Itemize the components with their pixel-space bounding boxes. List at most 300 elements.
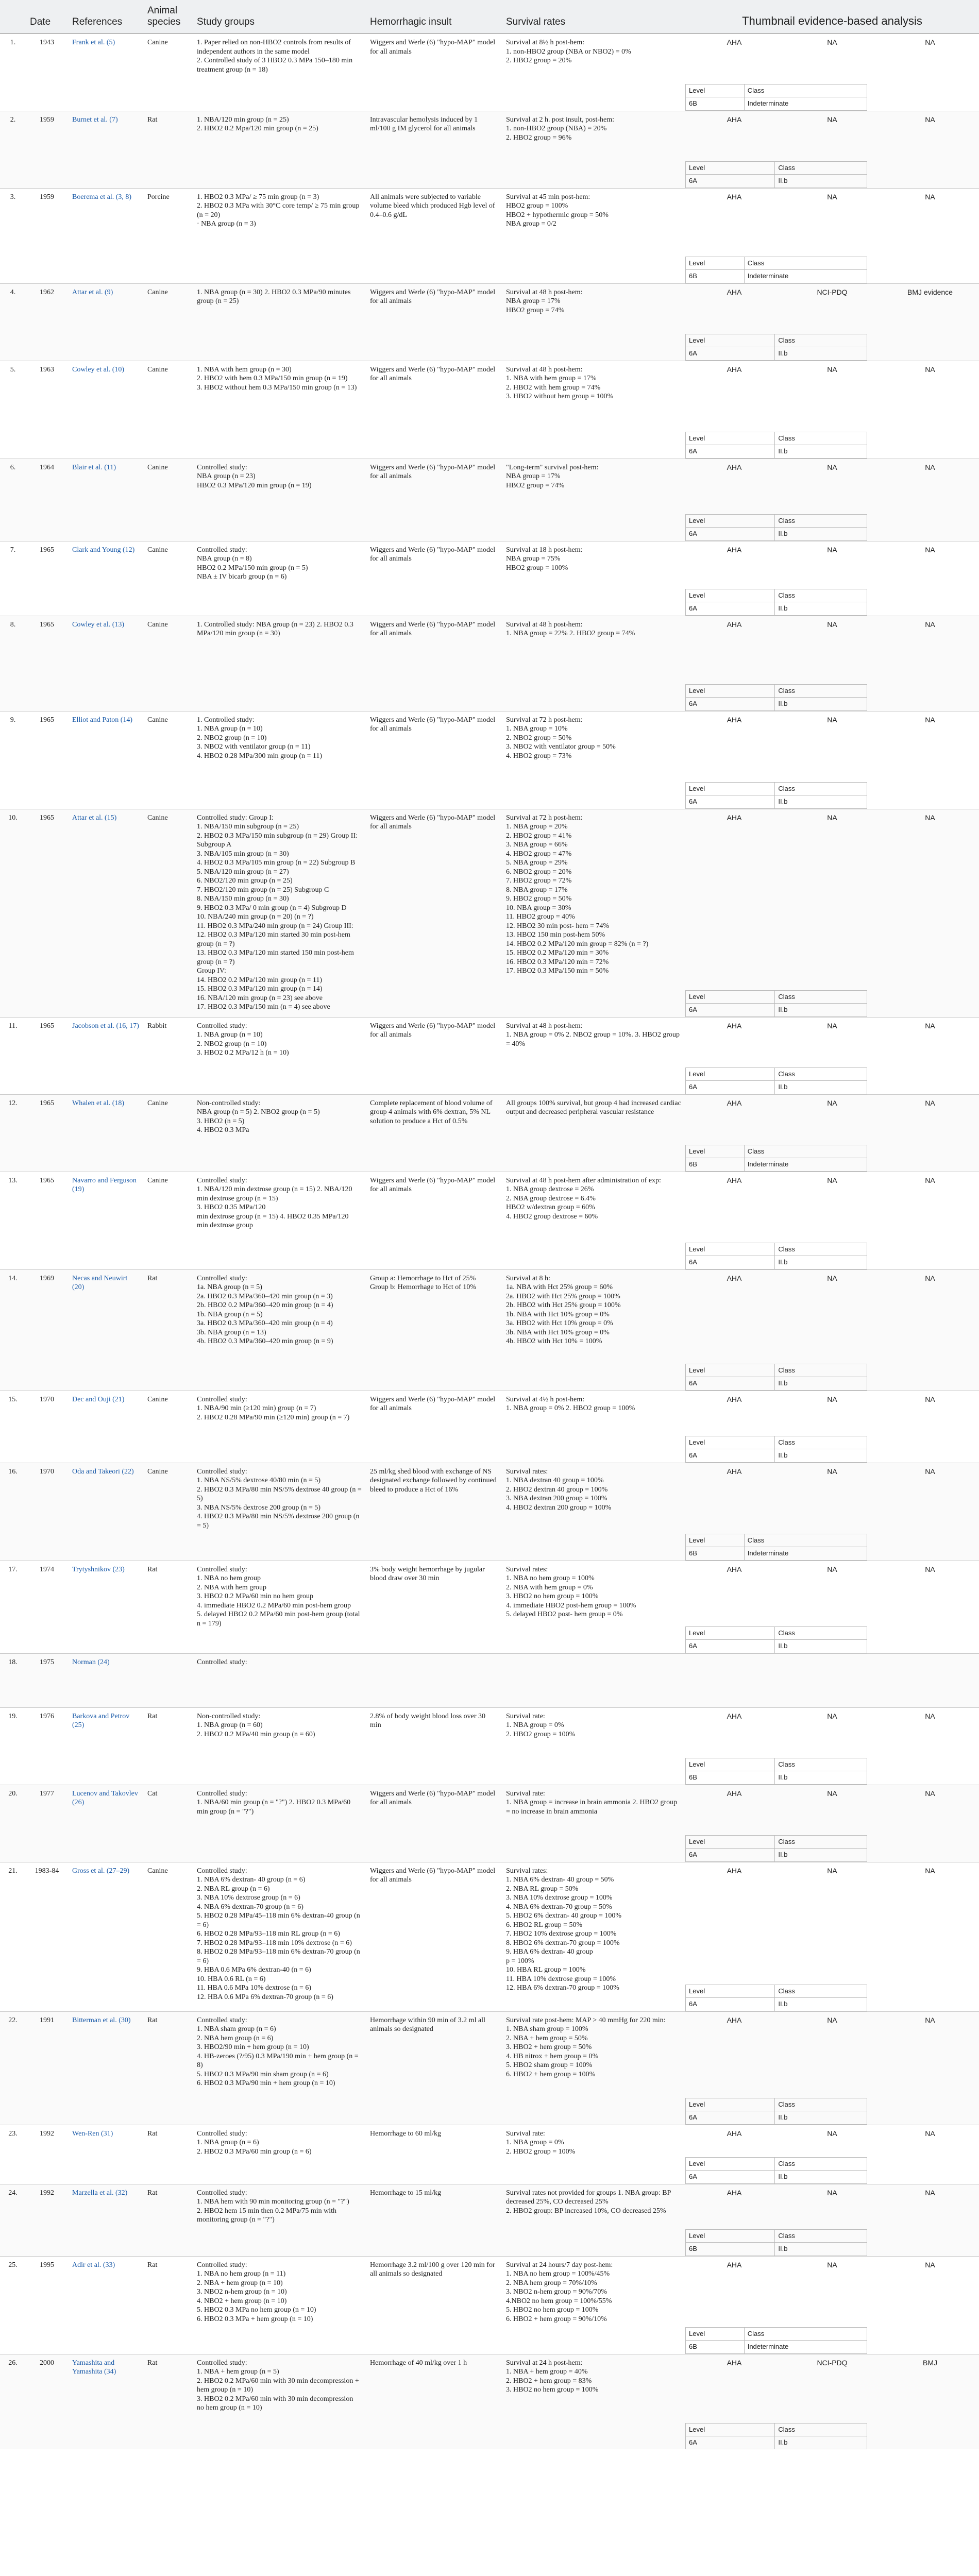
aha-grid-row — [686, 2341, 867, 2353]
aha-level-label: Level — [686, 783, 775, 795]
study-groups — [193, 459, 366, 541]
row-number: 2. — [0, 111, 26, 188]
survival-rates-line: Survival at 48 h post-hem: — [506, 1022, 583, 1030]
aha-grid-row — [686, 1985, 867, 1998]
nci-pdq-value: NA — [827, 1395, 837, 1403]
aha-grid-row — [686, 1364, 867, 1377]
study-groups-line: 4. immediate HBO2 0.2 MPa/60 min post-hem group — [197, 1601, 351, 1609]
study-groups — [193, 2354, 366, 2449]
aha-level-value: 6A — [686, 1256, 775, 1269]
row-species: Rat — [143, 2184, 193, 2256]
study-groups-line: 3. NBA 10% dextrose group (n = 6) — [197, 1894, 300, 1902]
survival-rates — [502, 459, 685, 541]
survival-rates-line: 2b. HBO2 with Hct 25% group = 100% — [506, 1301, 621, 1309]
aha-level-label: Level — [686, 257, 745, 270]
row-species: Cat — [143, 1785, 193, 1862]
aha-class-label: Class — [775, 2098, 867, 2111]
hemorrhagic-insult — [366, 2011, 502, 2125]
row-reference: Oda and Takeori (22) — [68, 1463, 143, 1561]
row-reference: Attar et al. (15) — [68, 809, 143, 1017]
aha-grid-row — [686, 783, 867, 795]
aha-grid-row — [686, 991, 867, 1004]
aha-level-label: Level — [686, 589, 775, 602]
row-species: Canine — [143, 809, 193, 1017]
study-groups-line: 3a. HBO2 0.3 MPa/360–420 min group (n = 4) — [197, 1319, 333, 1327]
hemorrhagic-insult — [366, 1785, 502, 1862]
aha-grid-row — [686, 1243, 867, 1256]
aha-class-label: Class — [775, 1836, 867, 1849]
aha-grid-row — [686, 97, 867, 110]
row-species — [143, 1653, 193, 1707]
survival-rates-line: 1. NBA group = 22% 2. HBO2 group = 74% — [506, 630, 635, 637]
evidence-header — [685, 2257, 979, 2274]
aha-grid — [685, 514, 867, 541]
survival-rates-line: 11. HBO2 group = 40% — [506, 913, 575, 921]
aha-label: AHA — [727, 1098, 742, 1107]
aha-grid-row — [686, 2230, 867, 2243]
row-number: 7. — [0, 541, 26, 616]
aha-level-value: 6A — [686, 445, 775, 458]
aha-level-label: Level — [686, 1068, 775, 1081]
survival-rates — [502, 1391, 685, 1463]
evidence-header — [685, 1095, 979, 1112]
study-groups-line: 1. HBO2 0.3 MPa/ ≥ 75 min group (n = 3) — [197, 193, 319, 201]
study-groups-line: 3b. NBA group (n = 13) — [197, 1328, 266, 1336]
hemorrhagic-insult — [366, 2184, 502, 2256]
survival-rates-line: 1. NBA group = increase in brain ammonia 2. HBO2 group = no increase in brain ammonia — [506, 1799, 678, 1816]
survival-rates-line: 2. HBO2 group = 20% — [506, 57, 572, 64]
aha-grid — [685, 1436, 867, 1463]
survival-rates-line: 5. HBO2 no hem group = 100% — [506, 2306, 599, 2314]
row-date: 1995 — [26, 2256, 68, 2354]
survival-rates-line: Survival at 72 h post-hem: — [506, 716, 583, 724]
aha-level-label: Level — [686, 2328, 745, 2341]
study-groups-line: Controlled study: — [197, 1274, 247, 1282]
nci-pdq-value: NA — [827, 1711, 837, 1720]
aha-class-value: II.b — [775, 1998, 867, 2011]
hemorrhagic-insult — [366, 1463, 502, 1561]
bmj-evidence-value: NA — [925, 2260, 935, 2269]
study-groups — [193, 1269, 366, 1391]
study-groups-line: 6. HBO2 0.3 MPa + hem group (n = 10) — [197, 2315, 313, 2323]
survival-rates-line: 2. HBO2 dextran 40 group = 100% — [506, 1485, 608, 1494]
aha-level-label: Level — [686, 2098, 775, 2111]
aha-level-value: 6B — [686, 270, 745, 283]
survival-rates — [502, 711, 685, 809]
study-groups-line: 4. NBA 6% dextran-70 group (n = 6) — [197, 1903, 303, 1911]
row-number: 8. — [0, 616, 26, 711]
survival-rates-line: 2. HBO2 group = 96% — [506, 133, 572, 142]
aha-grid-wrap — [685, 1145, 979, 1172]
evidence-analysis — [685, 33, 979, 111]
aha-level-label: Level — [686, 162, 775, 175]
study-groups-line: 1. NBA group (n = 6) — [197, 2139, 259, 2146]
row-number: 9. — [0, 711, 26, 809]
evidence-header — [685, 459, 979, 477]
aha-class-value: II.b — [775, 1004, 867, 1016]
evidence-header — [685, 1018, 979, 1035]
row-species: Rat — [143, 1707, 193, 1785]
evidence-analysis — [685, 1269, 979, 1391]
study-groups-line: 5. HBO2 0.3 MPa no hem group (n = 10) — [197, 2306, 316, 2314]
aha-class-label: Class — [775, 783, 867, 795]
survival-rates — [502, 2125, 685, 2184]
survival-rates-line: 1. NBA dextran 40 group = 100% — [506, 1477, 604, 1484]
row-date: 1970 — [26, 1463, 68, 1561]
hemorrhagic-insult-line: Wiggers and Werle (6) "hypo-MAP" model for all animals — [370, 546, 496, 563]
aha-label: AHA — [727, 1789, 742, 1798]
hemorrhagic-insult — [366, 1269, 502, 1391]
aha-label: AHA — [727, 1467, 742, 1476]
study-groups-line: 2. NBO2 group (n = 10) — [197, 734, 267, 742]
study-groups-line: 3. NBA NS/5% dextrose 200 group (n = 5) — [197, 1503, 321, 1512]
survival-rates-line: 4. HB nitrox + hem group = 0% — [506, 2052, 599, 2060]
nci-pdq-value: NA — [827, 2188, 837, 2197]
bmj-evidence-value: NA — [925, 1098, 935, 1107]
evidence-header — [685, 284, 979, 301]
aha-grid-wrap — [685, 1436, 979, 1463]
aha-grid-row — [686, 445, 867, 458]
nci-pdq-value: NA — [827, 192, 837, 201]
study-groups-line: 4b. HBO2 0.3 MPa/360–420 min group (n = 9) — [197, 1337, 333, 1345]
study-groups — [193, 1653, 366, 1707]
aha-grid-row — [686, 2111, 867, 2124]
aha-grid — [685, 1758, 867, 1785]
row-number: 13. — [0, 1172, 26, 1269]
aha-grid-row — [686, 1145, 867, 1158]
header-survival: Survival rates — [502, 0, 685, 33]
table-row — [0, 2256, 979, 2354]
survival-rates-line: 1. NBA no hem group = 100%/45% — [506, 2270, 610, 2278]
study-groups-line: 2. NBA hem group (n = 6) — [197, 2034, 274, 2042]
survival-rates-line: 12. HBA 6% dextran-70 group = 100% — [506, 1984, 619, 1992]
survival-rates-line: 4b. HBO2 with Hct 10% = 100% — [506, 1337, 602, 1345]
row-number: 21. — [0, 1862, 26, 2011]
study-groups-line: 13. HBO2 0.3 MPa/120 min started 150 min post-hem group (n = ?) — [197, 949, 354, 966]
bmj-evidence-value: NA — [925, 1789, 935, 1798]
survival-rates-line: 3a. HBO2 with Hct 10% group = 0% — [506, 1319, 613, 1327]
row-number: 22. — [0, 2011, 26, 2125]
nci-pdq-value: NA — [827, 1098, 837, 1107]
study-groups-line: Controlled study: — [197, 2189, 247, 2197]
row-date: 1943 — [26, 33, 68, 111]
survival-rates-line: Survival at 8 h: — [506, 1274, 550, 1282]
study-groups-line: 7. HBO2/120 min group (n = 25) Subgroup C — [197, 886, 329, 894]
aha-grid-row — [686, 1256, 867, 1269]
aha-grid-row — [686, 84, 867, 97]
nci-pdq-value: NA — [827, 2260, 837, 2269]
evidence-header — [685, 1785, 979, 1803]
evidence-analysis — [685, 283, 979, 361]
aha-level-value: 6A — [686, 528, 775, 540]
hemorrhagic-insult-line: Group b: Hemorrhage to Hct of 10% — [370, 1283, 477, 1291]
aha-grid-row — [686, 589, 867, 602]
evidence-analysis — [685, 459, 979, 541]
study-groups-line: 2. HBO2 0.3 MPa/60 min group (n = 6) — [197, 2147, 312, 2156]
evidence-analysis — [685, 1561, 979, 1653]
aha-grid-wrap — [685, 1364, 979, 1391]
aha-class-value: II.b — [775, 347, 867, 360]
study-groups-line: HBO2 0.2 MPa/150 min group (n = 5) — [197, 564, 308, 572]
nci-pdq-value: NA — [827, 2015, 837, 2024]
aha-grid-row — [686, 685, 867, 698]
study-groups — [193, 1785, 366, 1862]
row-number: 5. — [0, 361, 26, 459]
header-analysis: Thumbnail evidence-based analysis — [685, 0, 979, 33]
aha-grid-row — [686, 1449, 867, 1462]
evidence-analysis — [685, 188, 979, 283]
study-groups-line: NBA group (n = 8) — [197, 555, 252, 563]
study-groups-line: 2. NBO2 group (n = 10) — [197, 1040, 267, 1048]
hemorrhagic-insult-line: Wiggers and Werle (6) "hypo-MAP" model for all animals — [370, 716, 496, 733]
evidence-header — [685, 616, 979, 634]
aha-grid-wrap — [685, 334, 979, 361]
bmj-evidence-value: NA — [925, 1467, 935, 1476]
aha-label: AHA — [727, 2260, 742, 2269]
bmj-evidence-value: NA — [925, 192, 935, 201]
aha-label: AHA — [727, 1711, 742, 1720]
study-groups-line: NBA group (n = 5) 2. NBO2 group (n = 5) — [197, 1108, 320, 1116]
study-groups — [193, 1172, 366, 1269]
survival-rates-line: HBO2 group = 100% — [506, 564, 568, 572]
aha-grid-wrap — [685, 782, 979, 809]
aha-class-label: Class — [775, 1436, 867, 1449]
study-groups-line: HBO2 0.3 MPa/120 min group (n = 19) — [197, 481, 312, 489]
evidence-analysis — [685, 1391, 979, 1463]
nci-pdq-value: NA — [827, 715, 837, 724]
hemorrhagic-insult — [366, 1391, 502, 1463]
aha-class-label: Class — [744, 2328, 867, 2341]
aha-grid — [685, 1985, 867, 2011]
survival-rates — [502, 809, 685, 1017]
survival-rates — [502, 2354, 685, 2449]
bmj-evidence-value: NA — [925, 115, 935, 124]
survival-rates-line: 1. NBA group dextrose = 26% — [506, 1185, 594, 1193]
bmj-evidence-value: NA — [925, 1866, 935, 1875]
survival-rates-line: 7. HBO2 10% dextrose group = 100% — [506, 1930, 617, 1938]
aha-level-value: 6A — [686, 175, 775, 188]
survival-rates-line: Survival at 48 h post-hem after administration of exp: — [506, 1176, 661, 1184]
table-row — [0, 111, 979, 188]
aha-grid-row — [686, 1377, 867, 1390]
row-number: 1. — [0, 33, 26, 111]
evidence-header — [685, 541, 979, 559]
nci-pdq-value: NA — [827, 115, 837, 124]
hemorrhagic-insult-line: Wiggers and Werle (6) "hypo-MAP" model for all animals — [370, 1867, 496, 1884]
row-species: Canine — [143, 1862, 193, 2011]
aha-grid — [685, 589, 867, 616]
aha-grid-row — [686, 2171, 867, 2183]
header-date: Date — [26, 0, 68, 33]
row-number: 17. — [0, 1561, 26, 1653]
row-date: 1974 — [26, 1561, 68, 1653]
row-species: Rat — [143, 2011, 193, 2125]
survival-rates-line: 8. NBA group = 17% — [506, 886, 568, 894]
aha-level-value: 6A — [686, 1081, 775, 1094]
aha-class-label: Class — [775, 334, 867, 347]
survival-rates-line: Survival at 45 min post-hem: — [506, 193, 590, 201]
aha-label: AHA — [727, 2358, 742, 2367]
survival-rates-line: 2. HBO2 + hem group = 83% — [506, 2377, 592, 2385]
row-number: 26. — [0, 2354, 26, 2449]
aha-label: AHA — [727, 545, 742, 554]
row-number: 3. — [0, 188, 26, 283]
survival-rates-line: 10. NBA group = 30% — [506, 904, 571, 912]
study-groups-line: 1b. NBA group (n = 5) — [197, 1310, 263, 1318]
evidence-analysis — [685, 111, 979, 188]
evidence-header — [685, 2125, 979, 2143]
aha-level-label: Level — [686, 2158, 775, 2171]
hemorrhagic-insult-line: Wiggers and Werle (6) "hypo-MAP" model for all animals — [370, 463, 496, 480]
aha-class-label: Class — [744, 1145, 867, 1158]
aha-grid — [685, 782, 867, 809]
table-body — [0, 33, 979, 2449]
evidence-analysis — [685, 1785, 979, 1862]
study-groups-line: 6. HBO2 0.3 MPa/90 min + hem group (n = 10) — [197, 2079, 335, 2087]
aha-class-label: Class — [775, 2158, 867, 2171]
study-groups-line: 1. NBA/90 min (≥120 min) group (n = 7) — [197, 1404, 316, 1412]
aha-class-label: Class — [744, 84, 867, 97]
aha-level-label: Level — [686, 1836, 775, 1849]
survival-rates-line: 1. NBA + hem group = 40% — [506, 2368, 588, 2376]
aha-label: AHA — [727, 2015, 742, 2024]
nci-pdq-value: NA — [827, 813, 837, 822]
study-groups-line: Controlled study: — [197, 1565, 247, 1573]
aha-class-label: Class — [775, 1627, 867, 1640]
survival-rates-line: 3. HBO2 no hem group = 100% — [506, 1592, 599, 1600]
aha-grid — [685, 84, 867, 111]
nci-pdq-value: NA — [827, 2129, 837, 2138]
aha-level-label: Level — [686, 334, 775, 347]
survival-rates-line: 1. NBA group = 0% 2. HBO2 group = 100% — [506, 1404, 635, 1412]
aha-level-value: 6A — [686, 1004, 775, 1016]
row-date: 1963 — [26, 361, 68, 459]
survival-rates-line: 3. NBA dextran 200 group = 100% — [506, 1495, 607, 1502]
row-reference: Lucenov and Takovlev (26) — [68, 1785, 143, 1862]
row-species: Canine — [143, 1463, 193, 1561]
nci-pdq-value: NA — [827, 365, 837, 374]
study-groups — [193, 2184, 366, 2256]
nci-pdq-value: NA — [827, 1789, 837, 1798]
study-groups-line: 2. Controlled study of 3 HBO2 0.3 MPa 150–180 min treatment group (n = 18) — [197, 57, 353, 74]
study-groups-line: 3. HBO2 0.2 MPa/12 h (n = 10) — [197, 1049, 289, 1057]
hemorrhagic-insult — [366, 111, 502, 188]
bmj-evidence-value: NA — [925, 2015, 935, 2024]
aha-level-value: 6A — [686, 2436, 775, 2449]
survival-rates — [502, 1269, 685, 1391]
survival-rates-line: 1. NBA no hem group = 100% — [506, 1574, 595, 1582]
survival-rates-line: 12. HBO2 30 min post- hem = 74% — [506, 922, 609, 930]
aha-grid-wrap — [685, 1835, 979, 1862]
survival-rates-line: 1. NBA group = 0% 2. NBO2 group = 10%. 3. HBO2 group = 40% — [506, 1031, 680, 1048]
row-date: 1970 — [26, 1391, 68, 1463]
aha-class-value: II.b — [775, 1449, 867, 1462]
aha-class-value: II.b — [775, 2111, 867, 2124]
row-date: 1991 — [26, 2011, 68, 2125]
survival-rates — [502, 1561, 685, 1653]
table-row — [0, 188, 979, 283]
study-groups-line: 3. HBO2/90 min + hem group (n = 10) — [197, 2043, 309, 2051]
survival-rates-line: 1. non-HBO2 group (NBA) = 20% — [506, 125, 607, 132]
aha-level-value: 6A — [686, 698, 775, 710]
aha-level-value: 6A — [686, 2111, 775, 2124]
row-date: 1965 — [26, 1094, 68, 1172]
aha-label: AHA — [727, 2188, 742, 2197]
study-groups-line: 1. NBA hem with 90 min monitoring group (n = "?") — [197, 2198, 349, 2206]
hemorrhagic-insult-line: Hemorrhage 3.2 ml/100 g over 120 min for all animals so designated — [370, 2261, 495, 2278]
row-reference: Clark and Young (12) — [68, 541, 143, 616]
row-reference: Whalen et al. (18) — [68, 1094, 143, 1172]
survival-rates-line: 1. NBA 6% dextran- 40 group = 50% — [506, 1876, 614, 1884]
aha-label: AHA — [727, 1176, 742, 1184]
evidence-header — [685, 34, 979, 52]
survival-rates-line: NBA group = 17% — [506, 472, 561, 480]
hemorrhagic-insult — [366, 1094, 502, 1172]
table-row — [0, 33, 979, 111]
survival-rates-line: 2. HBO2 with hem group = 74% — [506, 383, 601, 392]
survival-rates-line: 4. NBA 6% dextran-70 group = 50% — [506, 1903, 612, 1911]
evidence-analysis — [685, 1094, 979, 1172]
aha-grid-wrap — [685, 1534, 979, 1561]
aha-class-value: II.b — [775, 1771, 867, 1784]
aha-class-value: II.b — [775, 602, 867, 615]
row-reference: Elliot and Paton (14) — [68, 711, 143, 809]
table-row — [0, 283, 979, 361]
study-groups-line: 1. NBA/120 min group (n = 25) — [197, 115, 289, 124]
study-groups-line: 1. NBA/60 min group (n = "?") 2. HBO2 0.3 MPa/60 min group (n = "?") — [197, 1799, 351, 1816]
aha-grid-row — [686, 175, 867, 188]
aha-class-value: II.b — [775, 1377, 867, 1390]
aha-grid-row — [686, 2436, 867, 2449]
aha-grid-wrap — [685, 1626, 979, 1653]
study-groups-line: 1. Paper relied on non-HBO2 controls from results of independent authors in the same model — [197, 39, 351, 56]
evidence-header — [685, 711, 979, 729]
row-reference: Wen-Ren (31) — [68, 2125, 143, 2184]
study-groups-line: 8. NBA/150 min group (n = 30) — [197, 895, 289, 903]
evidence-analysis — [685, 1172, 979, 1269]
evidence-analysis — [685, 2256, 979, 2354]
study-groups-line: 2. HBO2 0.28 MPa/90 min (≥120 min) group (n = 7) — [197, 1413, 350, 1421]
hemorrhagic-insult-line: Hemorrhage within 90 min of 3.2 ml all animals so designated — [370, 2016, 485, 2033]
row-reference: Yamashita and Yamashita (34) — [68, 2354, 143, 2449]
survival-rates-line: Survival at 4½ h post-hem: — [506, 1395, 585, 1403]
row-number: 11. — [0, 1017, 26, 1094]
row-species: Canine — [143, 459, 193, 541]
aha-level-label: Level — [686, 2423, 775, 2436]
aha-grid-row — [686, 1836, 867, 1849]
aha-level-value: 6A — [686, 2171, 775, 2183]
study-groups-line: 1. Controlled study: — [197, 716, 255, 724]
hemorrhagic-insult-line: Intravascular hemolysis induced by 1 ml/100 g IM glycerol for all animals — [370, 115, 478, 132]
survival-rates-line: 6. HBO2 RL group = 50% — [506, 1921, 583, 1929]
table-row — [0, 1463, 979, 1561]
hemorrhagic-insult — [366, 2125, 502, 2184]
study-groups-line: 7. HBO2 0.28 MPa/93–118 min 10% dextrose (n = 6) — [197, 1939, 352, 1947]
hemorrhagic-insult-line: Hemorrhage to 60 ml/kg — [370, 2129, 442, 2138]
survival-rates-line: 3. HBO2 + hem group = 50% — [506, 2043, 592, 2051]
aha-grid-wrap — [685, 2423, 979, 2450]
row-date: 1976 — [26, 1707, 68, 1785]
study-groups-line: 2. HBO2 0.3 MPa with 30°C core temp/ ≥ 75 min group (n = 20) — [197, 202, 360, 219]
aha-level-label: Level — [686, 1145, 745, 1158]
evidence-header — [685, 2184, 979, 2202]
study-groups-line: 2. HBO2 0.3 MPa/80 min NS/5% dextrose 40 group (n = 5) — [197, 1485, 362, 1502]
header-species: Animal species — [143, 0, 193, 33]
study-groups-line: 3. NBA/105 min group (n = 30) — [197, 850, 289, 858]
aha-grid-wrap — [685, 1985, 979, 2011]
row-reference: Cowley et al. (13) — [68, 616, 143, 711]
aha-class-value: II.b — [775, 795, 867, 808]
